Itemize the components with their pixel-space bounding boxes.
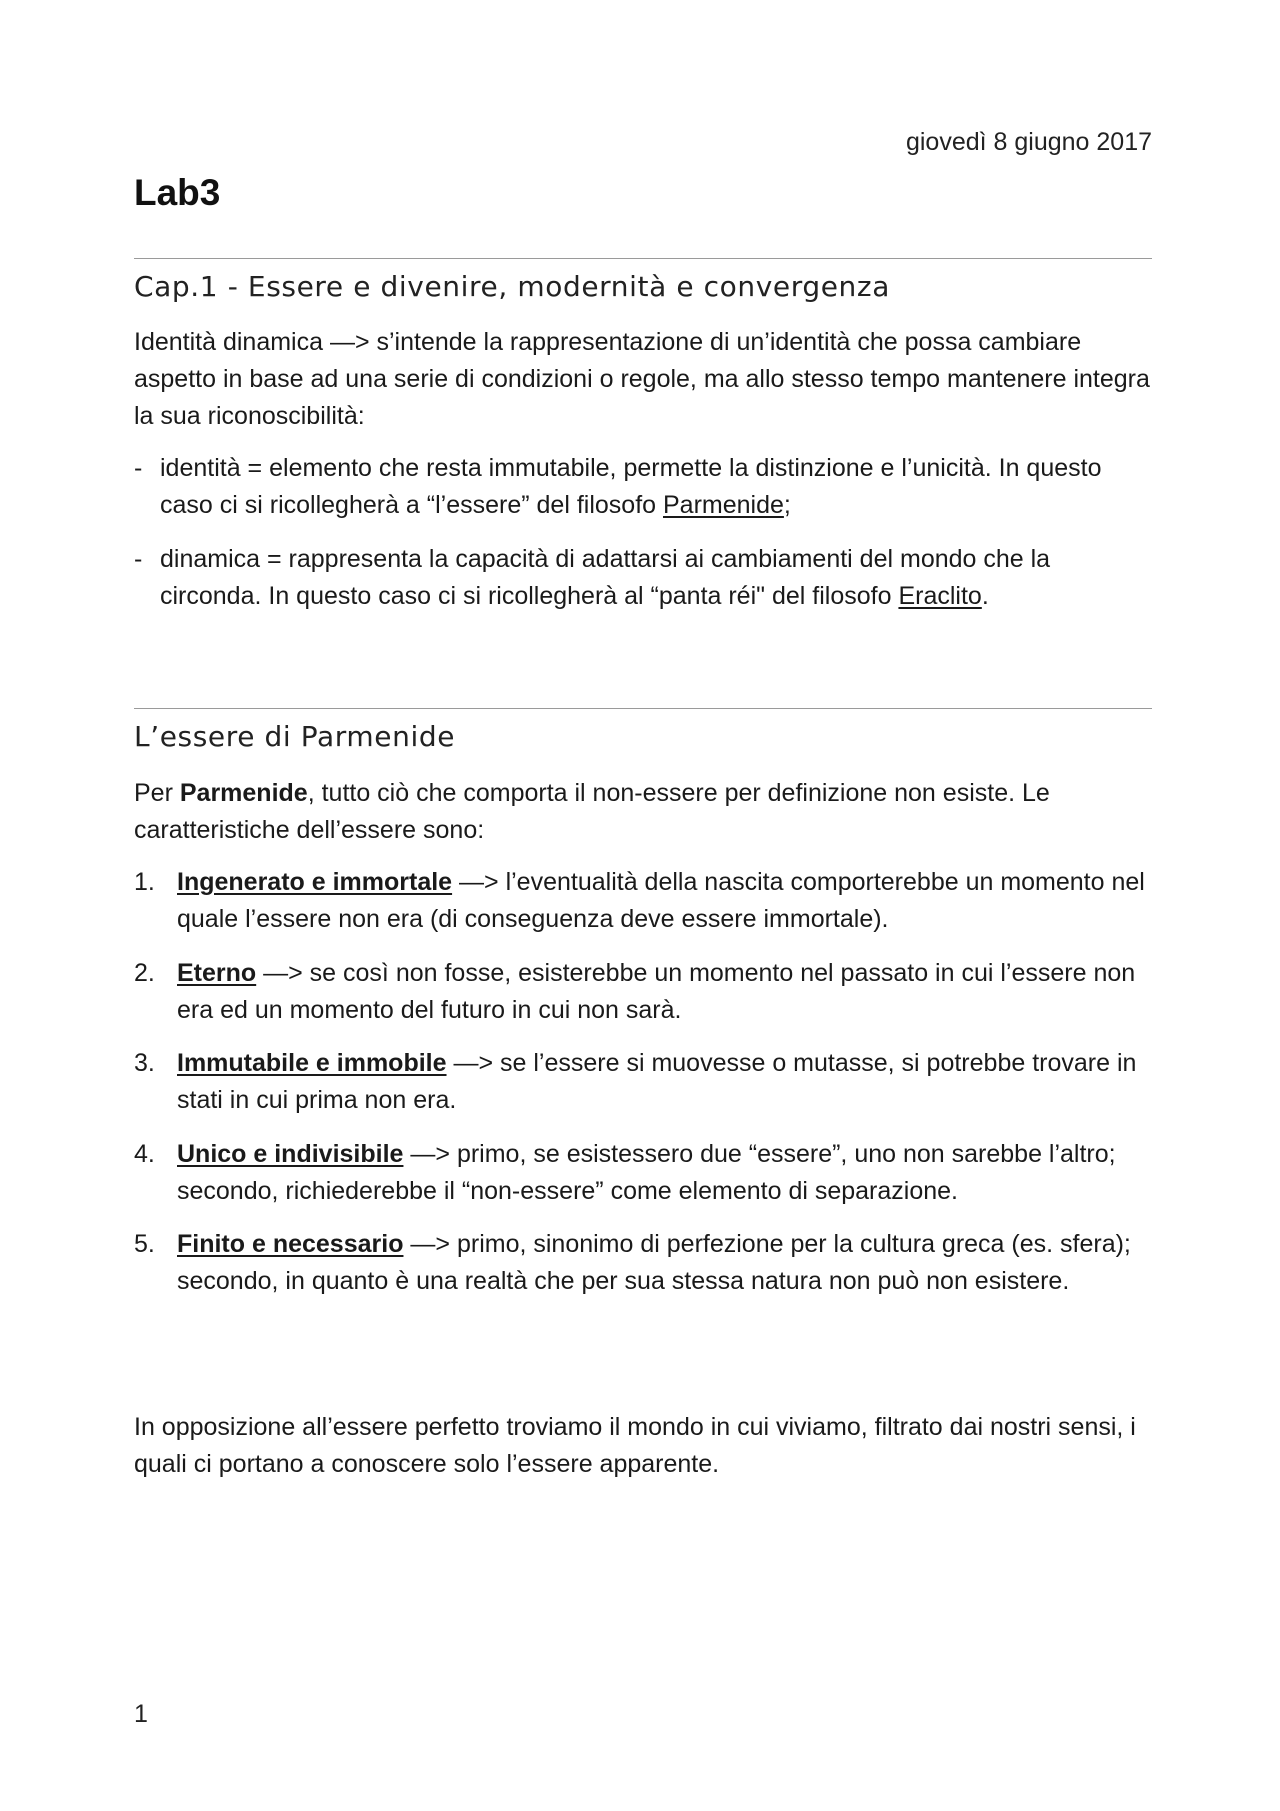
section1-intro: Identità dinamica —> s’intende la rappresentazione di un’identità che possa cambiare aspetto in base ad una serie di condizioni o regole, ma allo stesso tempo mantenere integra la sua riconoscibilità: bbox=[134, 328, 1150, 430]
section2-heading: L’essere di Parmenide bbox=[134, 720, 456, 753]
list-number: 2. bbox=[134, 959, 155, 987]
bullet-marker: - bbox=[134, 545, 143, 573]
list-number: 3. bbox=[134, 1049, 155, 1077]
closing-paragraph: In opposizione all’essere perfetto troviamo il mondo in cui viviamo, filtrato dai nostri sensi, i quali ci portano a conoscere solo l’essere apparente. bbox=[134, 1413, 1136, 1478]
section1-heading: Cap.1 - Essere e divenire, modernità e convergenza bbox=[134, 270, 890, 303]
bullet-marker: - bbox=[134, 454, 143, 482]
document-title: Lab3 bbox=[134, 172, 221, 213]
parmenide-link[interactable]: Parmenide bbox=[663, 491, 784, 519]
section-divider bbox=[134, 708, 1152, 709]
term-ingenerato: Ingenerato e immortale bbox=[177, 868, 453, 896]
bullet-text: identità = elemento che resta immutabile, permette la distinzione e l’unicità. In questo caso ci si ricollegherà a “l’essere” del filosofo Parmenide; bbox=[160, 454, 1102, 519]
document-date: giovedì 8 giugno 2017 bbox=[905, 128, 1152, 156]
section-divider bbox=[134, 258, 1152, 259]
section2-intro: Per Parmenide, tutto ciò che comporta il non-essere per definizione non esiste. Le caratteristiche dell’essere sono: bbox=[134, 779, 1050, 844]
list-number: 1. bbox=[134, 868, 155, 896]
term-unico: Unico e indivisibile bbox=[177, 1140, 404, 1168]
term-eterno: Eterno bbox=[177, 959, 257, 987]
list-number: 5. bbox=[134, 1230, 155, 1258]
page-number: 1 bbox=[134, 1700, 148, 1728]
bullet-text: dinamica = rappresenta la capacità di adattarsi ai cambiamenti del mondo che la circonda. In questo caso ci si ricollegherà al “panta réi" del filosofo Eraclito. bbox=[160, 545, 1051, 610]
term-immutabile: Immutabile e immobile bbox=[177, 1049, 447, 1077]
document-page: giovedì 8 giugno 2017 Lab3 Cap.1 - Essere e divenire, modernità e convergenza Identità dinamica —> s’intende la rappresentazione di un’identità che possa cambiare aspetto in base ad una serie di condizioni o regole, ma allo stesso tempo mantenere integra la sua riconoscibilità: - identità = elemento che resta immutabile, permette la distinzione e l’unicità. In questo caso ci si ricollegherà a “l’essere” del filosofo Parmenide; - dinamica = rappresenta la capacità di adattarsi ai cambiamenti del mondo che la circonda. In questo caso ci si ricollegherà al “panta réi" del filosofo Eraclito. L’essere di Parmenide Per Parmenide, tutto ciò che comporta il non-essere per definizione non esiste. Le caratteristiche dell’essere sono: 1. Ingenerato e immortale —> l’eventualità della nascita comporterebbe un momento nel quale l’essere non era (di conseguenza deve essere immortale). 2. Eterno —> se così non fosse, esisterebbe un momento nel passato in cui l’essere non era ed un momento del futuro in cui non sarà. 3. Immutabile e immobile —> se l’essere si muovesse o mutasse, si potrebbe trovare in stati in cui prima non era. 4. Unico e indivisibile —> primo, se esistessero due “essere”, uno non sarebbe l’altro; secondo, richiederebbe il “non-essere” come elemento di separazione. 5. Finito e necessario —> primo, sinonimo di perfezione per la cultura greca (es. sfera); secondo, in quanto è una realtà che per sua stessa natura non può non esistere. In opposizione all’essere perfetto troviamo il mondo in cui viviamo, filtrato dai nostri sensi, i quali ci portano a conoscere solo l’essere apparente. 1 bbox=[134, 128, 1152, 1728]
eraclito-link[interactable]: Eraclito bbox=[898, 582, 982, 610]
list-number: 4. bbox=[134, 1140, 155, 1168]
term-finito: Finito e necessario bbox=[177, 1230, 404, 1258]
